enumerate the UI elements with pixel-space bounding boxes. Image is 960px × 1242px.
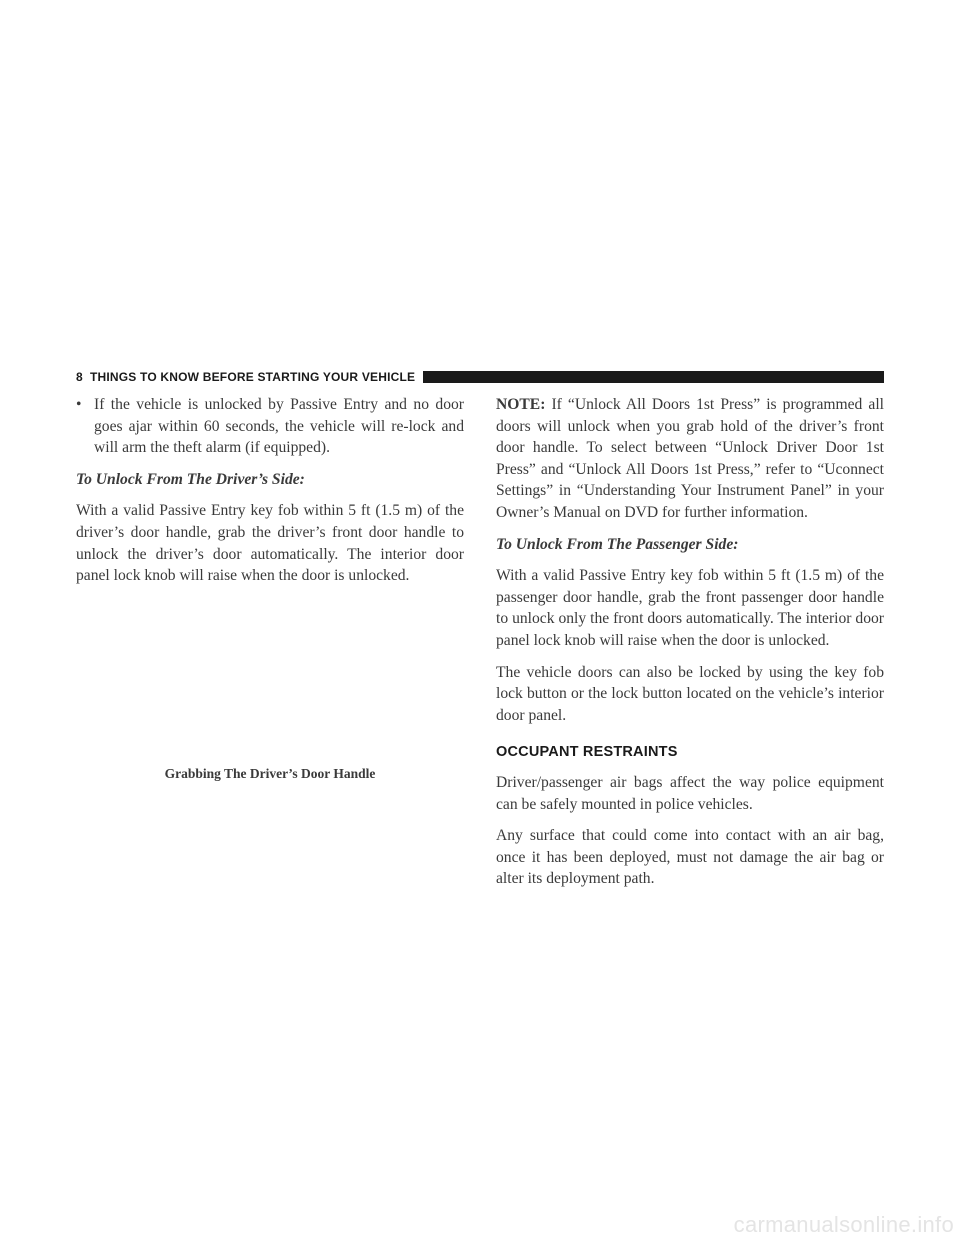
page-header	[76, 370, 884, 384]
right-column	[496, 394, 884, 900]
note-text: If “Unlock All Doors 1st Press” is programmed all doors will unlock when you grab hold of the driver’s front door handle. To select between “Unlock Driver Door 1st Press” and “Unlock All Doors 1st Press,” refer to “Uconnect Settings” in “Understanding Your Instrument Panel” in your Owner’s Manual on DVD for further information.	[496, 396, 884, 521]
occupant-restraints-heading: OCCUPANT RESTRAINTS	[496, 744, 678, 761]
driver-side-paragraph: With a valid Passive Entry key fob within 5 ft (1.5 m) of the driver’s door handle, grab the driver’s front door handle to unlock the driver’s door automatically. The interior door panel lock knob will raise when the door is unlocked.	[76, 502, 464, 585]
driver-side-subheading: To Unlock From The Driver’s Side:	[76, 470, 305, 488]
door-handle-figure	[76, 560, 464, 760]
passenger-side-paragraph: With a valid Passive Entry key fob within 5 ft (1.5 m) of the passenger door handle, grab the front passenger door handle to unlock only the front doors automatically. The interior door panel lock knob will raise when the door is unlocked.	[496, 567, 884, 649]
page-number: 8	[76, 370, 83, 384]
lock-button-paragraph: The vehicle doors can also be locked by using the key fob lock button or the lock button located on the vehicle’s interior door panel.	[496, 663, 884, 724]
note-paragraph	[496, 394, 884, 524]
bullet-icon: •	[76, 396, 82, 413]
watermark: carmanualsonline.info	[733, 1212, 954, 1237]
note-label: NOTE:	[496, 396, 546, 413]
chapter-title: THINGS TO KNOW BEFORE STARTING YOUR VEHICLE	[89, 370, 416, 384]
bullet-text: If the vehicle is unlocked by Passive Entry and no door goes ajar within 60 seconds, the vehicle will re-lock and will arm the theft alarm (if equipped).	[94, 396, 464, 457]
header-rule	[423, 371, 884, 383]
passenger-side-subheading: To Unlock From The Passenger Side:	[496, 535, 739, 553]
header-text	[76, 370, 423, 384]
air-bag-paragraph-2: Any surface that could come into contact with an air bag, once it has been deployed, must not damage the air bag or alter its deployment path.	[496, 827, 884, 888]
figure-caption: Grabbing The Driver’s Door Handle	[164, 766, 376, 781]
bullet-item	[76, 394, 464, 459]
air-bag-paragraph-1: Driver/passenger air bags affect the way police equipment can be safely mounted in police vehicles.	[496, 773, 884, 813]
